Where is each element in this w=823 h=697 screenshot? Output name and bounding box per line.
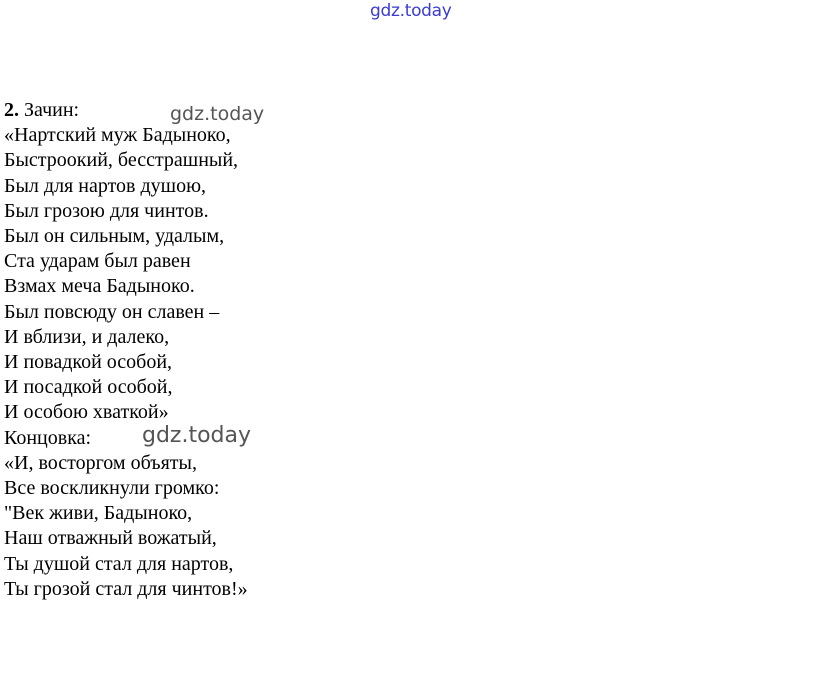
watermark-middle-1: gdz.today xyxy=(170,103,265,125)
watermark-middle-2: gdz.today xyxy=(142,423,252,448)
section-heading-zachin: Зачин: xyxy=(24,99,80,121)
poem-line: "Век живи, Бадыноко, xyxy=(4,502,193,525)
poem-line: Был он сильным, удалым, xyxy=(4,225,225,248)
poem-line: Был грозою для чинтов. xyxy=(4,199,209,222)
poem-line: Взмах меча Бадыноко. xyxy=(4,275,195,298)
answer-text xyxy=(4,98,248,602)
task-number: 2. xyxy=(4,99,19,121)
poem-line: И особою хваткой» xyxy=(4,401,169,424)
poem-line: И повадкой особой, xyxy=(4,351,173,374)
poem-line: Ты грозой стал для чинтов!» xyxy=(4,577,248,600)
poem-line: И посадкой особой, xyxy=(4,376,173,399)
poem-line: Был для нартов душою, xyxy=(4,174,207,197)
poem-line: Быстроокий, бесстрашный, xyxy=(4,149,239,172)
section-heading-kontsovka: Концовка: xyxy=(4,426,92,449)
poem-line: Наш отважный вожатый, xyxy=(4,527,217,550)
poem-line: Все воскликнули громко: xyxy=(4,477,220,500)
poem-line: И вблизи, и далеко, xyxy=(4,325,170,348)
poem-line: Ста ударам был равен xyxy=(4,250,191,273)
poem-line: «И, восторгом объяты, xyxy=(4,451,197,474)
poem-line: «Нартский муж Бадыноко, xyxy=(4,124,231,147)
watermark-top: gdz.today xyxy=(370,1,452,21)
poem-line: Был повсюду он славен – xyxy=(4,300,220,323)
poem-line: Ты душой стал для нартов, xyxy=(4,552,234,575)
